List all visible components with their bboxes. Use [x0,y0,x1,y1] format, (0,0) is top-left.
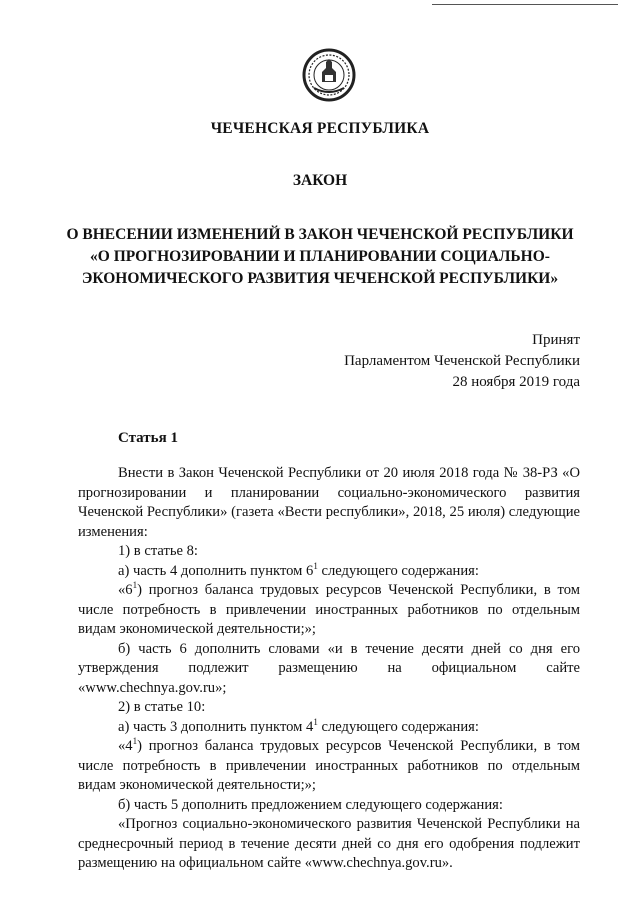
law-title-line: «О ПРОГНОЗИРОВАНИИ И ПЛАНИРОВАНИИ СОЦИАЛЬНО- [90,248,550,265]
region-heading: ЧЕЧЕНСКАЯ РЕСПУБЛИКА [210,120,430,137]
document-type: ЗАКОН [292,172,348,189]
intro-paragraph: Внести в Закон Чеченской Республики от 20 июля 2018 года № 38-РЗ «О прогнозировании и планировании социально-экономического развития Чеченской Республики» (газета «Вести республики», 2018, 25 июля) следующие изменения: [78,465,580,540]
top-rule [432,4,618,5]
quote-3: «Прогноз социально-экономического развития Чеченской Республики на среднесрочный период в течение десяти дней со дня его одобрения подлежит размещению на официальном сайте «www.chechnya.gov.ru». [78,816,580,871]
item-2a: а) часть 3 дополнить пунктом $4^1$ следующего содержания: [118,716,479,735]
item-2b: б) часть 5 дополнить предложением следующего содержания: [118,796,503,813]
item-1a: а) часть 4 дополнить пунктом $6^1$ следующего содержания: [118,560,479,579]
item-2: 2) в статье 10: [118,699,206,715]
quote-1: «$6^1$) прогноз баланса трудовых ресурсов Чеченской Республики, в том числе потребность в привлечении иностранных работников по отдельным видам экономической деятельности;»; [78,580,580,637]
coat-of-arms-emblem [302,48,356,102]
article-heading: Статья 1 [118,430,178,446]
adoption-block [344,330,580,393]
adoption-label: Принят [532,332,580,348]
adoption-date: 28 ноября 2019 года [452,374,580,390]
article-body [78,464,580,874]
law-title-line: О ВНЕСЕНИИ ИЗМЕНЕНИЙ В ЗАКОН ЧЕЧЕНСКОЙ РЕСПУБЛИКИ [66,226,574,243]
law-title [0,224,640,290]
item-1: 1) в статье 8: [118,543,198,559]
item-1b: б) часть 6 дополнить словами «и в течение десяти дней со дня его утверждения подлежит размещению на официальном сайте «www.chechnya.gov.ru»; [78,640,580,696]
quote-2: «$4^1$) прогноз баланса трудовых ресурсов Чеченской Республики, в том числе потребность в привлечении иностранных работников по отдельным видам экономической деятельности;»; [78,736,580,793]
adoption-body: Парламентом Чеченской Республики [344,353,580,369]
law-title-line: ЭКОНОМИЧЕСКОГО РАЗВИТИЯ ЧЕЧЕНСКОЙ РЕСПУБЛИКИ» [81,270,559,287]
